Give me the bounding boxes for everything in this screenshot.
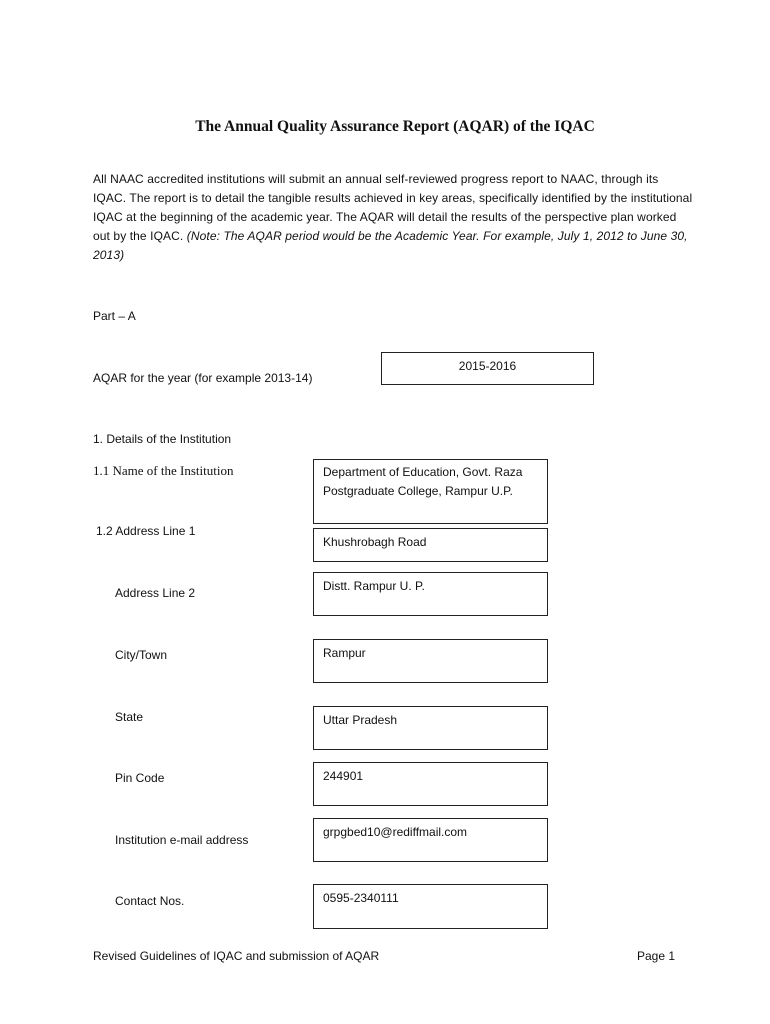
email-field[interactable]: grpgbed10@rediffmail.com [313,818,548,862]
part-label: Part – A [93,309,136,323]
aqar-year-field[interactable]: 2015-2016 [381,352,594,385]
institution-name-label: 1.1 Name of the Institution [93,463,234,478]
aqar-year-label: AQAR for the year (for example 2013-14) [93,371,313,385]
address-line-2-field[interactable]: Distt. Rampur U. P. [313,572,548,616]
address-line-1-label: 1.2 Address Line 1 [96,524,196,538]
pin-code-label: Pin Code [115,771,165,785]
footer-text: Revised Guidelines of IQAC and submission of AQAR [93,949,380,963]
intro-note: (Note: The AQAR period would be the Academic Year. For example, July 1, 2012 to June 30, 2013) [93,229,688,262]
section-heading: 1. Details of the Institution [93,432,232,446]
city-label: City/Town [115,648,168,662]
page-number: Page 1 [637,949,676,963]
state-field[interactable]: Uttar Pradesh [313,706,548,750]
city-field[interactable]: Rampur [313,639,548,683]
state-label: State [115,710,144,724]
contact-label: Contact Nos. [115,894,185,908]
address-line-1-field[interactable]: Khushrobagh Road [313,528,548,562]
document-title: The Annual Quality Assurance Report (AQAR) of the IQAC [195,118,595,135]
address-line-2-label: Address Line 2 [115,586,196,600]
email-label: Institution e-mail address [115,833,249,847]
intro-paragraph [93,170,693,265]
intro-text: All NAAC accredited institutions will submit an annual self-reviewed progress report to NAAC, through its IQAC. The report is to detail the tangible results achieved in key areas, specifically identified by the institutional IQAC at the beginning of the academic year. The AQAR will detail the results of the perspective plan worked out by the IQAC. [93,172,693,243]
contact-field[interactable]: 0595-2340111 [313,884,548,929]
institution-name-field[interactable]: Department of Education, Govt. Raza Postgraduate College, Rampur U.P. [313,459,548,524]
pin-code-field[interactable]: 244901 [313,762,548,806]
